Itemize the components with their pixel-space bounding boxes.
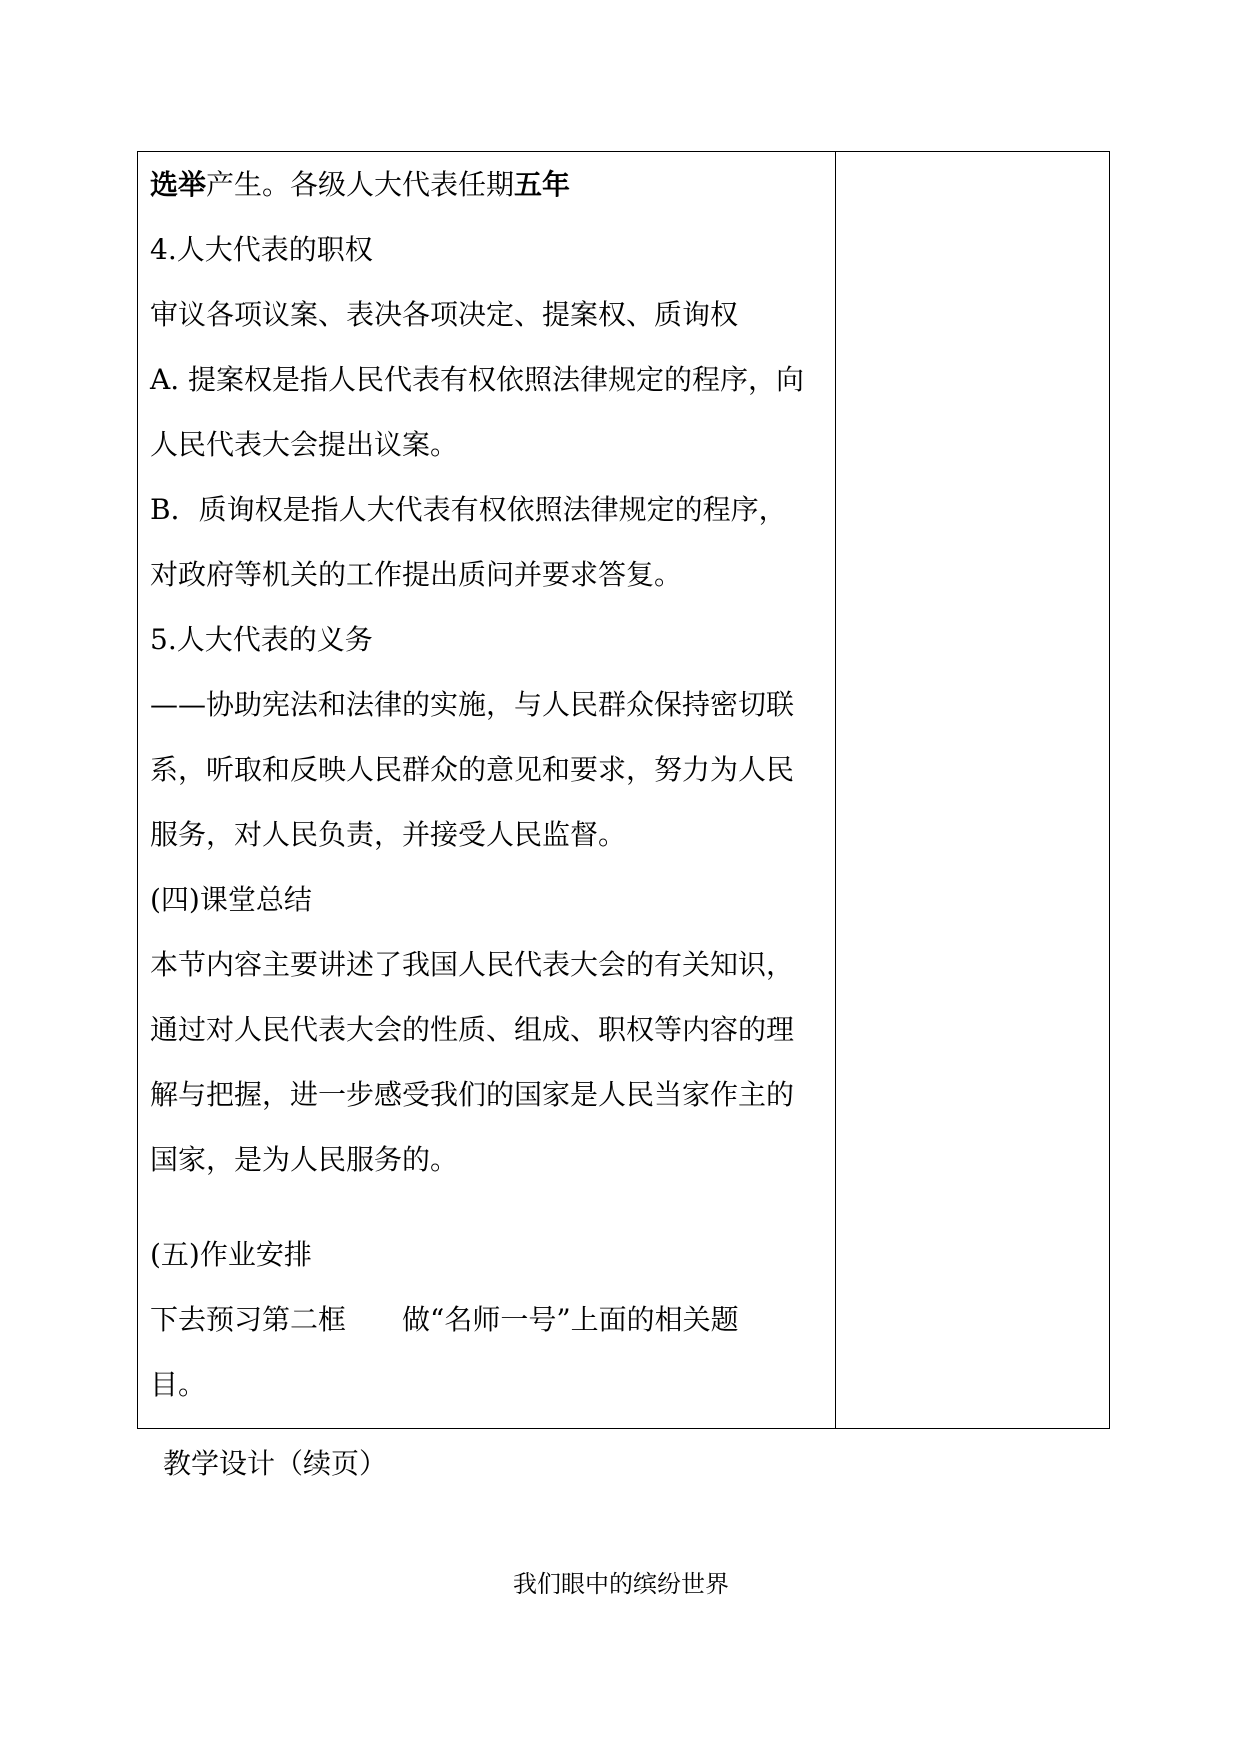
- section-heading-homework: (五)作业安排: [150, 1238, 312, 1271]
- text-line: 对政府等机关的工作提出质问并要求答复。: [150, 558, 683, 591]
- section-heading-summary: (四)课堂总结: [150, 883, 312, 916]
- continuation-label: 教学设计（续页）: [163, 1447, 388, 1480]
- text-line: 服务，对人民负责，并接受人民监督。: [150, 818, 627, 851]
- text-line: ——协助宪法和法律的实施，与人民群众保持密切联: [150, 688, 795, 721]
- text-line: A. 提案权是指人民代表有权依照法律规定的程序，向: [150, 363, 805, 396]
- text-line: 国家，是为人民服务的。: [150, 1143, 459, 1176]
- column-divider: [835, 152, 836, 1428]
- text-fragment: 产生。各级人大代表任期: [206, 168, 515, 201]
- next-lesson-title: 我们眼中的缤纷世界: [513, 1570, 729, 1598]
- text-line: 解与把握，进一步感受我们的国家是人民当家作主的: [150, 1078, 795, 1111]
- bold-term-election: 选举: [150, 168, 207, 201]
- text-line-election: [150, 167, 570, 203]
- text-line: 审议各项议案、表决各项决定、提案权、质询权: [150, 298, 739, 331]
- lesson-table: [137, 151, 1110, 1429]
- text-line: 通过对人民代表大会的性质、组成、职权等内容的理: [150, 1013, 795, 1046]
- section-heading-duties: 5.人大代表的义务: [150, 623, 373, 656]
- text-line: 本节内容主要讲述了我国人民代表大会的有关知识，: [150, 948, 795, 981]
- text-line: 目。: [150, 1368, 207, 1401]
- section-heading-powers: 4.人大代表的职权: [150, 233, 373, 266]
- bold-term-five-years: 五年: [514, 168, 571, 201]
- text-line: B．质询权是指人大代表有权依照法律规定的程序，: [150, 493, 787, 526]
- text-line: 人民代表大会提出议案。: [150, 428, 459, 461]
- text-line: 下去预习第二框 做“名师一号”上面的相关题: [150, 1303, 739, 1336]
- text-line: 系，听取和反映人民群众的意见和要求，努力为人民: [150, 753, 795, 786]
